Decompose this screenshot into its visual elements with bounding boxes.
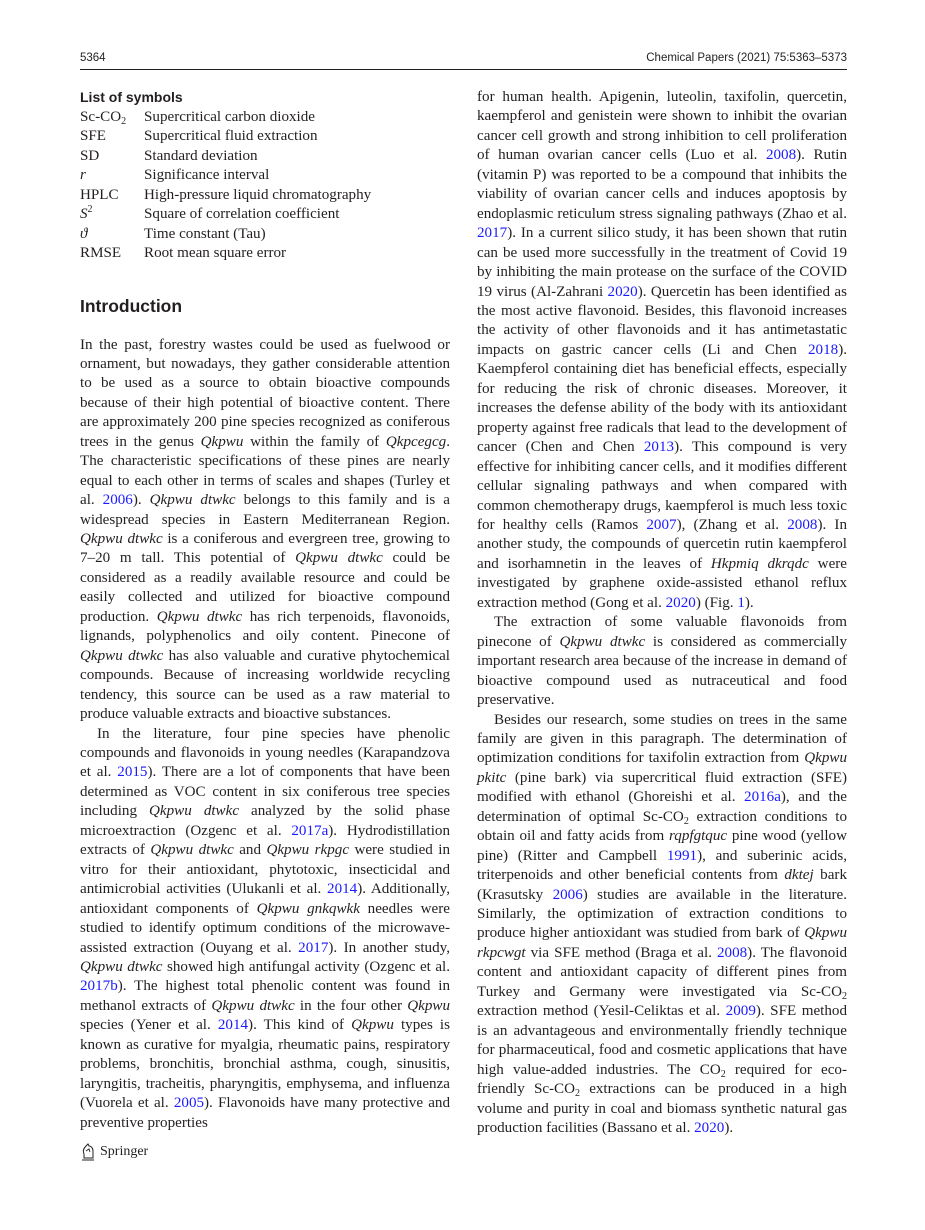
- citation-link[interactable]: 2017a: [291, 822, 329, 839]
- citation-link[interactable]: 2018: [808, 341, 839, 358]
- header-rule: [80, 69, 847, 70]
- symbols-list: [80, 88, 450, 264]
- citation-link[interactable]: 2014: [327, 881, 358, 898]
- symbol-row: $S^2$ Square of correlation coefficient: [80, 204, 340, 222]
- citation-link[interactable]: 2006: [102, 492, 133, 509]
- symbols-title: List of symbols: [80, 89, 183, 105]
- symbol-row: SD Standard deviation: [80, 147, 258, 164]
- symbol-row: $Sc-CO_2$ Supercritical carbon dioxide: [80, 108, 315, 127]
- figure-link[interactable]: 1: [737, 594, 745, 611]
- citation-link[interactable]: 2020: [694, 1120, 725, 1137]
- paragraph: In the past, forestry wastes could be used as fuelwood or ornament, but nowadays, they gather considerable attention to be used as a source to obtain bioactive compounds because of their high potential of bioactive content. There are approximately 200 pine species recognized as coniferous trees in the genus Qkpwu within the family of Qkpcegcg. The characteristic specifications of these pines are nearly equal to each other in terms of scales and shapes (Turley et al. 2006). Qkpwu dtwkc belongs to this family and is a widespread species in Eastern Mediterranean Region. Qkpwu dtwkc is a coniferous and evergreen tree, growing to 7–20 m tall. This potential of Qkpwu dtwkc could be considered as a readily available resource and could be easily collected and utilized for bioactive compound production. Qkpwu dtwkc has rich terpenoids, flavonoids, lignands, polyphenolics and oily content. Pinecone of Qkpwu dtwkc has also valuable and curative phytochemical compounds. Because of increasing worldwide recycling tendency, this source can be used as a raw material to produce valuable extracts and bioactive substances.: [80, 336, 451, 723]
- citation-link[interactable]: 2017: [298, 939, 329, 956]
- citation-link[interactable]: 1991: [666, 847, 698, 864]
- paragraph: for human health. Apigenin, luteolin, taxifolin, quercetin, kaempferol and genistein were shown to inhibit the ovarian cancer cell growth and strong inhibition to cell proliferation of human ovarian cancer cells (Luo et al. 2008). Rutin (vitamin P) was reported to be a compound that inhibits the viability of ovarian cancer cells and induces apoptosis by endoplasmic reticulum stress signaling pathways (Zhao et al. 2017). In a current silico study, it has been shown that rutin can be used more successfully in the treatment of Covid 19 by inhibiting the main protease on the surface of the COVID 19 virus (Al-Zahrani 2020). Quercetin has been identified as the most active flavonoid. Besides, this flavonoid increases the activity of other flavonoids and it has antimetastatic impacts on gastric cancer cells (Li and Chen 2018). Kaempferol containing diet has beneficial effects, especially for reducing the risk of chronic diseases. Moreover, it increases the defense ability of the body with its antioxidant property against free radicals that lead to the development of cancer (Chen and Chen 2013). This compound is very effective for inhibiting cancer cells, and it modifies different cellular signaling pathways and when compared with common chemotherapy drugs, kaempferol is much less toxic for healthy cells (Ramos 2007), (Zhang et al. 2008). In another study, the compounds of quercetin rutin kaempferol and isorhamnetin in the leaves of Hkpmiq dkrqdc were investigated by graphene oxide-assisted ethanol reflux extraction method (Gong et al. 2020) (Fig. 1).: [477, 89, 848, 611]
- paragraph: Besides our research, some studies on trees in the same family are given in this paragraph. The determination of optimization conditions for taxifolin extraction from Qkpwu pkitc (pine bark) via supercritical fluid extraction (SFE) modified with ethanol (Ghoreishi et al. 2016a), and the determination of optimal $Sc-CO_2$ extraction conditions to obtain oil and fatty acids from rqpfgtquc pine wood (yellow pine) (Ritter and Campbell 1991), and suberinic acids, triterpenoids and other beneficial contents from dktej bark (Krasutsky 2006) studies are available in the literature. Similarly, the optimization of extraction conditions to produce higher antioxidant was studied from bark of Qkpwu rkpcwgt via SFE method (Braga et al. 2008). The flavonoid content and antioxidant capacity of different pines from Turkey and Germany were investigated via $Sc-CO_2$ extraction method (Yesil-Celiktas et al. 2009). SFE method is an advantageous and environmentally friendly technique for pharmaceutical, food and cosmetic applications that have high value-added industries. The $CO_2$ required for eco-friendly $Sc-CO_2$ extractions can be produced in a high volume and purity in coal and biomass synthetic natural gas production facilities (Bassano et al. 2020).: [477, 711, 848, 1137]
- citation-link[interactable]: 2017b: [80, 978, 118, 995]
- symbol-row: SFE Supercritical fluid extraction: [80, 128, 318, 144]
- symbol-row: r Significance interval: [80, 167, 270, 183]
- citation-link[interactable]: 2006: [552, 886, 583, 903]
- introduction-body: [80, 336, 450, 1134]
- running-header: [80, 50, 847, 70]
- symbol-row: RMSE Root mean square error: [80, 245, 287, 261]
- paragraph: In the literature, four pine species have phenolic compounds and flavonoids in young needles (Karapandzova et al. 2015). There are a lot of components that have been determined as VOC content in six coniferous tree species including Qkpwu dtwkc analyzed by the solid phase microextraction (Ozgenc et al. 2017a). Hydrodistillation extracts of Qkpwu dtwkc and Qkpwu rkpgc were studied in vitro for their antioxidant, phytotoxic, insecticidal and antimicrobial activities (Ulukanli et al. 2014). Additionally, antioxidant components of Qkpwu gnkqwkk needles were studied to identify optimum conditions of the microwave-assisted extraction (Ouyang et al. 2017). In another study, Qkpwu dtwkc showed high antifungal activity (Ozgenc et al. 2017b). The highest total phenolic content was found in methanol extracts of Qkpwu dtwkc in the four other Qkpwu species (Yener et al. 2014). This kind of Qkpwu types is known as curative for myalgia, rheumatic pains, respiratory problems, bronchitis, bronchial asthma, cough, sinusitis, laryngitis, tracheitis, pharyngitis, emphysema, and influenza (Vuorela et al. 2005). Flavonoids have many protective and preventive properties: [80, 725, 451, 1131]
- citation-link[interactable]: 2005: [173, 1095, 205, 1112]
- section-heading: Introduction: [80, 295, 183, 316]
- citation-link[interactable]: 2017: [477, 225, 508, 242]
- citation-link[interactable]: 2008: [716, 944, 748, 961]
- paragraph: The extraction of some valuable flavonoids from pinecone of Qkpwu dtwkc is considered as commercially important research area because of the increase in demand of bioactive compound used as nutraceutical and food preservative.: [477, 614, 847, 709]
- citation-link[interactable]: 2020: [665, 594, 696, 611]
- symbol-row: ϑ Time constant (Tau): [80, 225, 266, 242]
- symbol-row: HPLC High-pressure liquid chromatography: [80, 186, 372, 203]
- citation-link[interactable]: 2014: [217, 1017, 249, 1034]
- citation-link[interactable]: 2016a: [744, 789, 781, 806]
- publisher-name: Springer: [100, 1144, 149, 1159]
- citation-link[interactable]: 2020: [607, 283, 638, 300]
- journal-citation: Chemical Papers (2021) 75:5363–5373: [646, 52, 847, 64]
- left-column: [80, 88, 450, 1133]
- citation-link[interactable]: 2013: [643, 439, 675, 456]
- right-column: [477, 88, 847, 1138]
- citation-link[interactable]: 2008: [787, 516, 818, 533]
- citation-link[interactable]: 2009: [725, 1003, 756, 1020]
- citation-link[interactable]: 2015: [117, 764, 148, 781]
- springer-knight-icon: [80, 1143, 96, 1161]
- citation-link[interactable]: 2008: [765, 147, 797, 164]
- page-number: 5364: [80, 52, 106, 64]
- publisher-footer: [80, 1143, 148, 1161]
- citation-link[interactable]: 2007: [646, 516, 677, 533]
